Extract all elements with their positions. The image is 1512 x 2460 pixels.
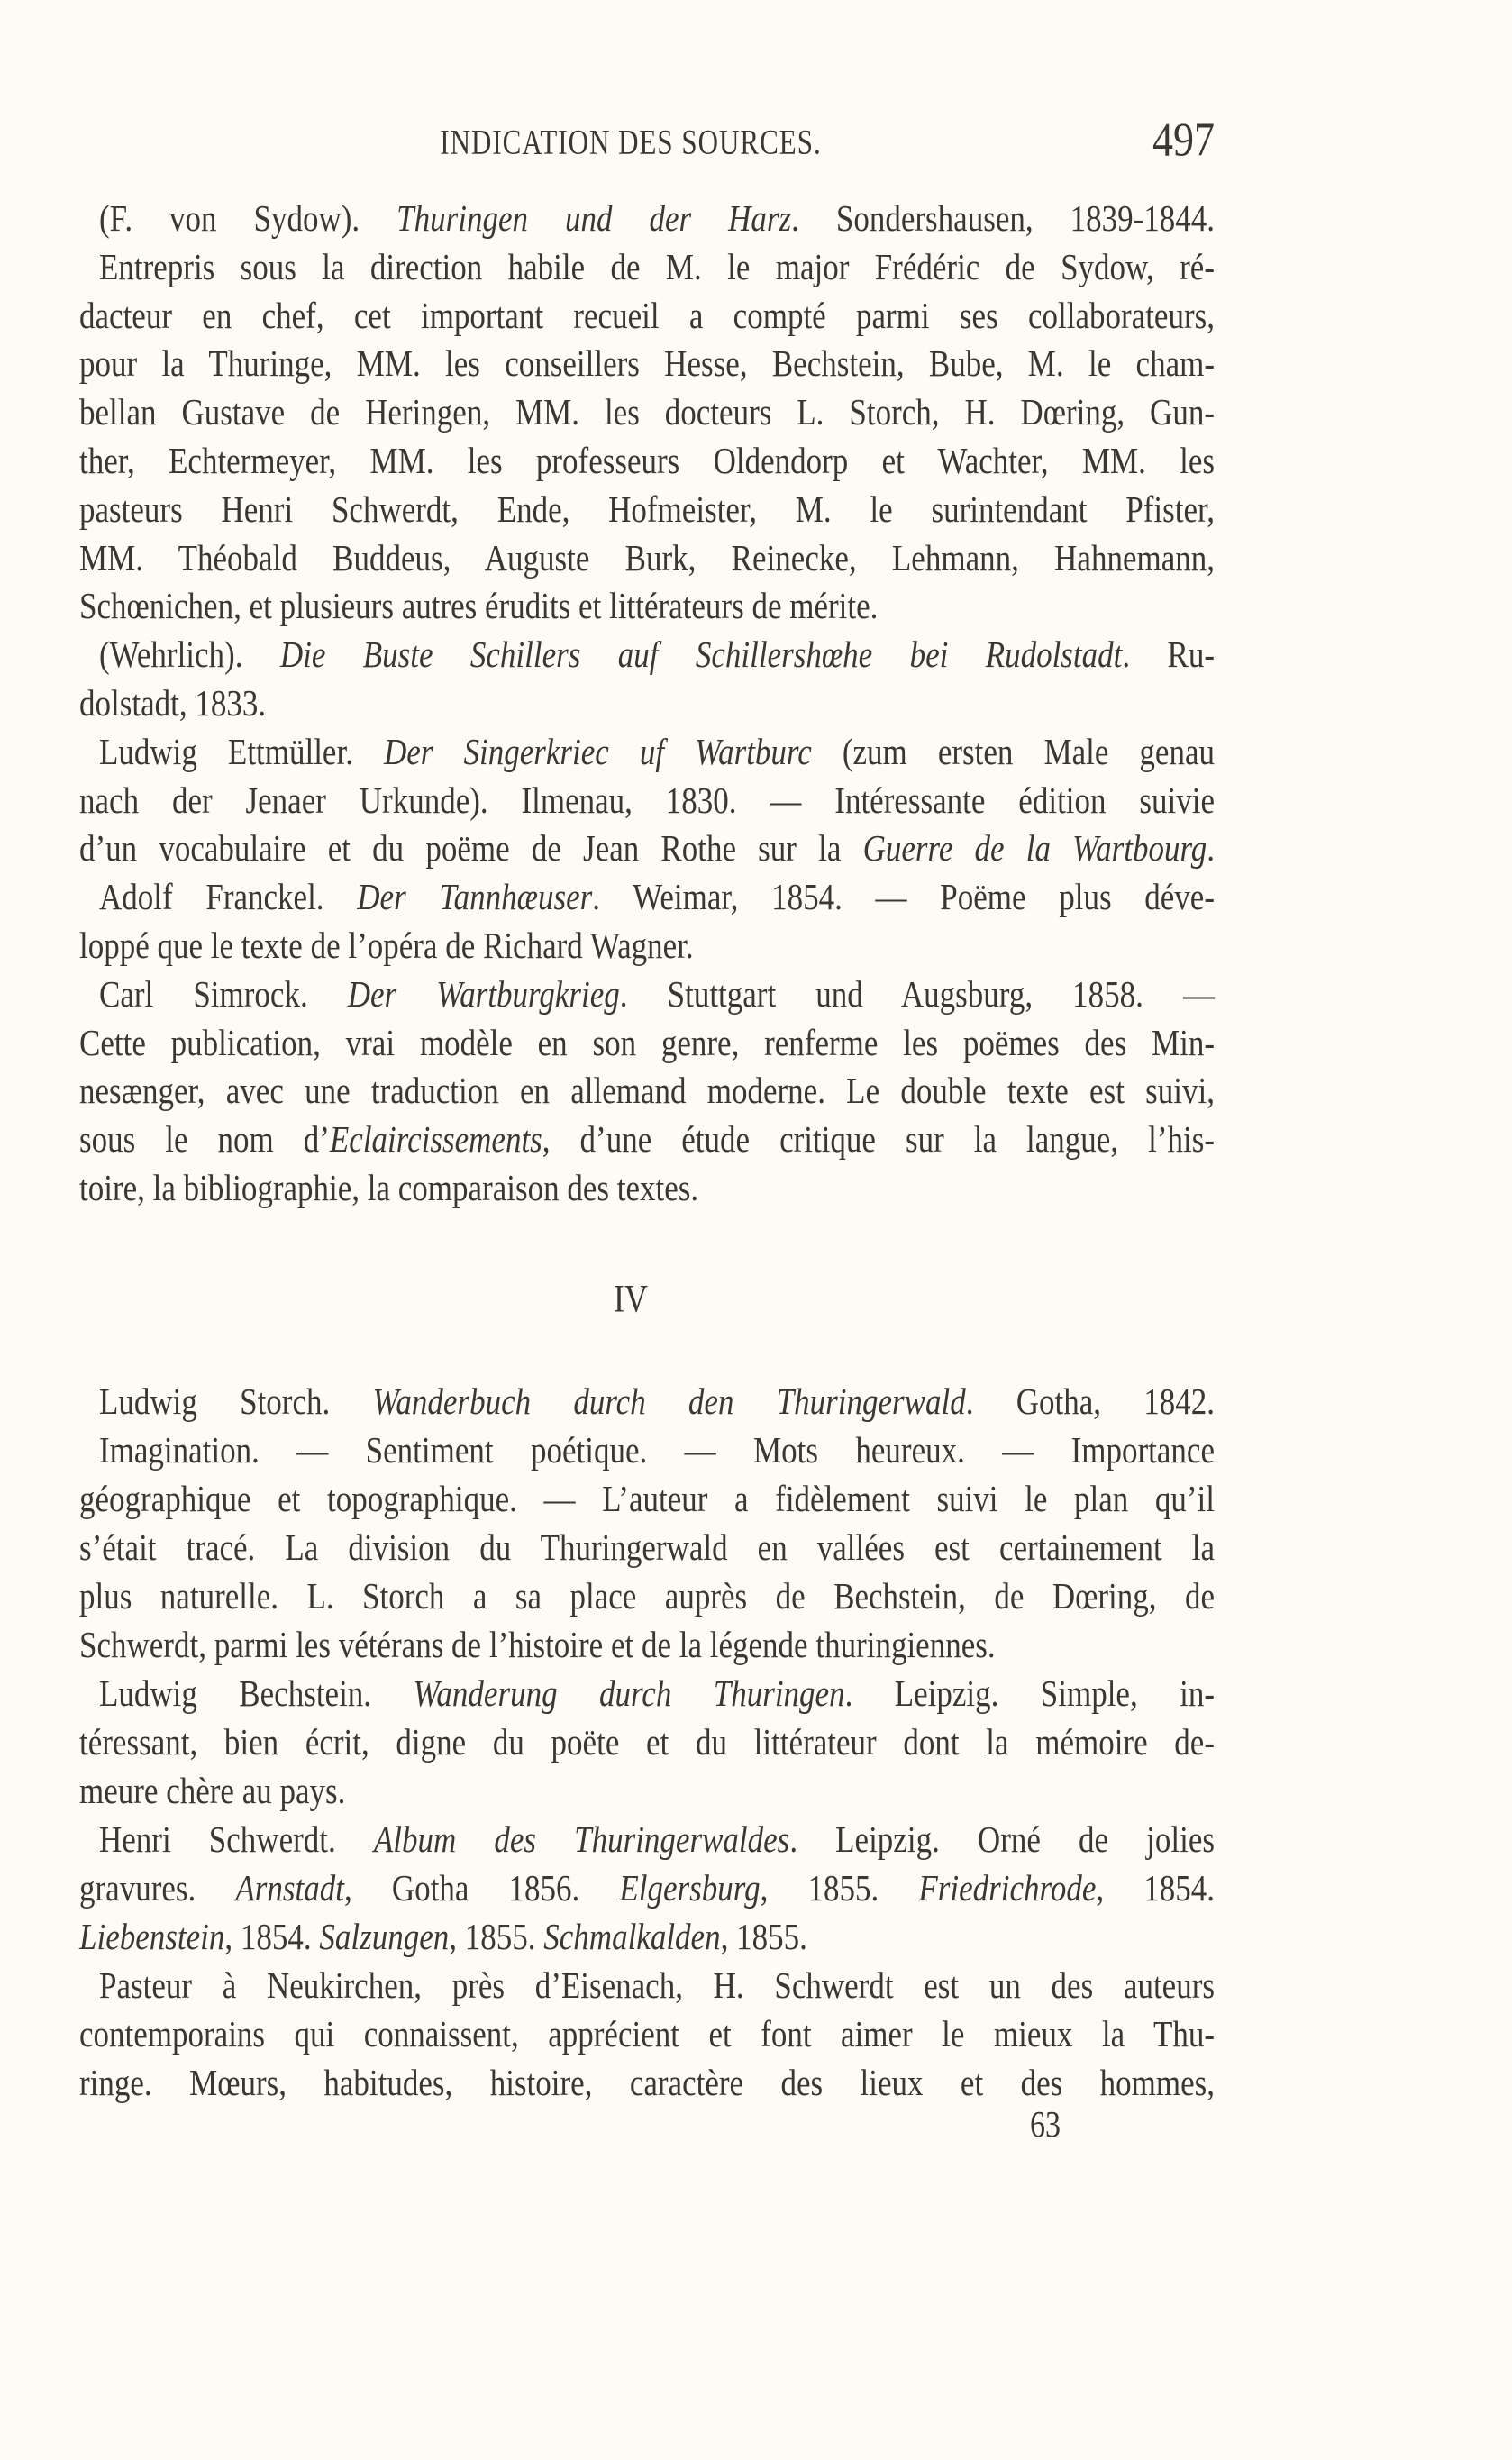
text-segment: sous le nom d’	[79, 1118, 330, 1161]
text-segment: (zum ersten Male genau	[811, 731, 1215, 773]
italic-title: Der Wartburgkrieg	[347, 973, 620, 1016]
text-segment: .	[1207, 827, 1216, 870]
italic-title: Die Buste Schillers auf Schillershœhe bei Rudolstadt	[279, 633, 1123, 676]
text-segment: Carl Simrock.	[99, 973, 348, 1016]
italic-title: Schmalkalden	[543, 1916, 721, 1958]
text-segment: , 1855.	[720, 1916, 807, 1958]
text-segment: ringe. Mœurs, habitudes, histoire, caractère des lieux et des hommes,	[79, 2062, 1215, 2104]
text-segment: (F. von Sydow).	[99, 197, 397, 240]
text-segment: Cette publication, vrai modèle en son genre, renferme les poëmes des Min-	[79, 1021, 1215, 1064]
text-segment: Adolf Franckel.	[99, 876, 358, 918]
text-segment: pour la Thuringe, MM. les conseillers Hesse, Bechstein, Bube, M. le cham-	[79, 342, 1215, 385]
text-segment: Ludwig Bechstein.	[99, 1672, 414, 1715]
italic-title: Album des Thuringerwaldes	[373, 1818, 790, 1861]
text-line	[79, 2055, 1215, 2112]
text-segment: contemporains qui connaissent, apprécient et font aimer le mieux la Thu-	[79, 2013, 1215, 2055]
text-segment: s’était tracé. La division du Thuringerwald en vallées est certainement la	[79, 1526, 1215, 1569]
text-segment: nach der Jenaer Urkunde). Ilmenau, 1830. — Intéressante édition suivie	[79, 779, 1215, 822]
running-title: INDICATION DES SOURCES.	[440, 122, 822, 162]
text-segment: Entrepris sous la direction habile de M. le major Frédéric de Sydow, ré-	[99, 246, 1215, 288]
text-segment: , 1855.	[449, 1916, 544, 1958]
text-segment: . Stuttgart und Augsburg, 1858. —	[619, 973, 1215, 1016]
text-segment: Pasteur à Neukirchen, près d’Eisenach, H. Schwerdt est un des auteurs	[99, 1964, 1215, 2007]
text-segment: . Leipzig. Orné de jolies	[789, 1818, 1215, 1861]
italic-title: Der Singerkriec uf Wartburc	[384, 731, 812, 773]
text-segment: (Wehrlich).	[99, 633, 280, 676]
text-segment: dacteur en chef, cet important recueil a compté parmi ses collaborateurs,	[79, 294, 1215, 337]
italic-title: Liebenstein	[79, 1916, 225, 1958]
text-segment: Schwerdt, parmi les vétérans de l’histoire et de la légende thuringiennes.	[79, 1624, 996, 1666]
text-segment: d’un vocabulaire et du poëme de Jean Rothe sur la	[79, 827, 863, 870]
text-line	[79, 1160, 1215, 1217]
italic-title: Wanderung durch Thuringen	[413, 1672, 845, 1715]
text-segment: , d’une étude critique sur la langue, l’his-	[542, 1118, 1215, 1161]
text-segment: . Leipzig. Simple, in-	[844, 1672, 1215, 1715]
italic-title: Guerre de la Wartbourg	[862, 827, 1207, 870]
text-segment: géographique et topographique. — L’auteur a fidèlement suivi le plan qu’il	[79, 1478, 1215, 1520]
text-segment: . Sondershausen, 1839-1844.	[791, 197, 1215, 240]
text-segment: Henri Schwerdt.	[99, 1818, 374, 1861]
text-segment: pasteurs Henri Schwerdt, Ende, Hofmeister, M. le surintendant Pfister,	[79, 488, 1215, 531]
italic-title: Wanderbuch durch den Thuringerwald	[372, 1380, 966, 1423]
text-segment: gravures.	[79, 1867, 236, 1909]
signature-mark: 63	[1030, 2105, 1061, 2146]
text-segment: Imagination. — Sentiment poétique. — Mots heureux. — Importance	[99, 1429, 1215, 1471]
page-number: 497	[1152, 113, 1215, 166]
text-segment: Ludwig Ettmüller.	[99, 731, 384, 773]
text-segment: Schœnichen, et plusieurs autres érudits et littérateurs de mérite.	[79, 585, 879, 627]
italic-title: Der Tannhæuser	[357, 876, 593, 918]
italic-title: Arnstadt	[235, 1867, 344, 1909]
text-segment: ther, Echtermeyer, MM. les professeurs Oldendorp et Wachter, MM. les	[79, 440, 1215, 482]
text-segment: toire, la bibliographie, la comparaison des textes.	[79, 1167, 699, 1209]
section-number: IV	[614, 1277, 648, 1320]
text-segment: téressant, bien écrit, digne du poëte et du littérateur dont la mémoire de-	[79, 1721, 1215, 1763]
italic-title: Friedrichrode	[918, 1867, 1097, 1909]
text-segment: plus naturelle. L. Storch a sa place auprès de Bechstein, de Dœring, de	[79, 1575, 1215, 1617]
italic-title: Eclaircissements	[329, 1118, 542, 1161]
text-segment: bellan Gustave de Heringen, MM. les docteurs L. Storch, H. Dœring, Gun-	[79, 391, 1215, 433]
text-segment: . Gotha, 1842.	[965, 1380, 1215, 1423]
text-segment: Ludwig Storch.	[99, 1380, 373, 1423]
text-segment: , 1855.	[760, 1867, 919, 1909]
text-segment: , Gotha 1856.	[343, 1867, 620, 1909]
text-segment: MM. Théobald Buddeus, Auguste Burk, Reinecke, Lehmann, Hahnemann,	[79, 536, 1215, 579]
text-segment: , 1854.	[224, 1916, 320, 1958]
text-segment: meure chère au pays.	[79, 1770, 346, 1812]
text-segment: . Weimar, 1854. — Poëme plus déve-	[592, 876, 1215, 918]
text-segment: , 1854.	[1096, 1867, 1216, 1909]
text-segment: . Ru-	[1122, 633, 1216, 676]
italic-title: Elgersburg	[619, 1867, 761, 1909]
italic-title: Salzungen	[319, 1916, 450, 1958]
text-segment: loppé que le texte de l’opéra de Richard Wagner.	[79, 925, 694, 967]
text-segment: dolstadt, 1833.	[79, 682, 267, 724]
text-segment: nesænger, avec une traduction en allemand moderne. Le double texte est suivi,	[79, 1070, 1215, 1112]
italic-title: Thuringen und der Harz	[396, 197, 792, 240]
